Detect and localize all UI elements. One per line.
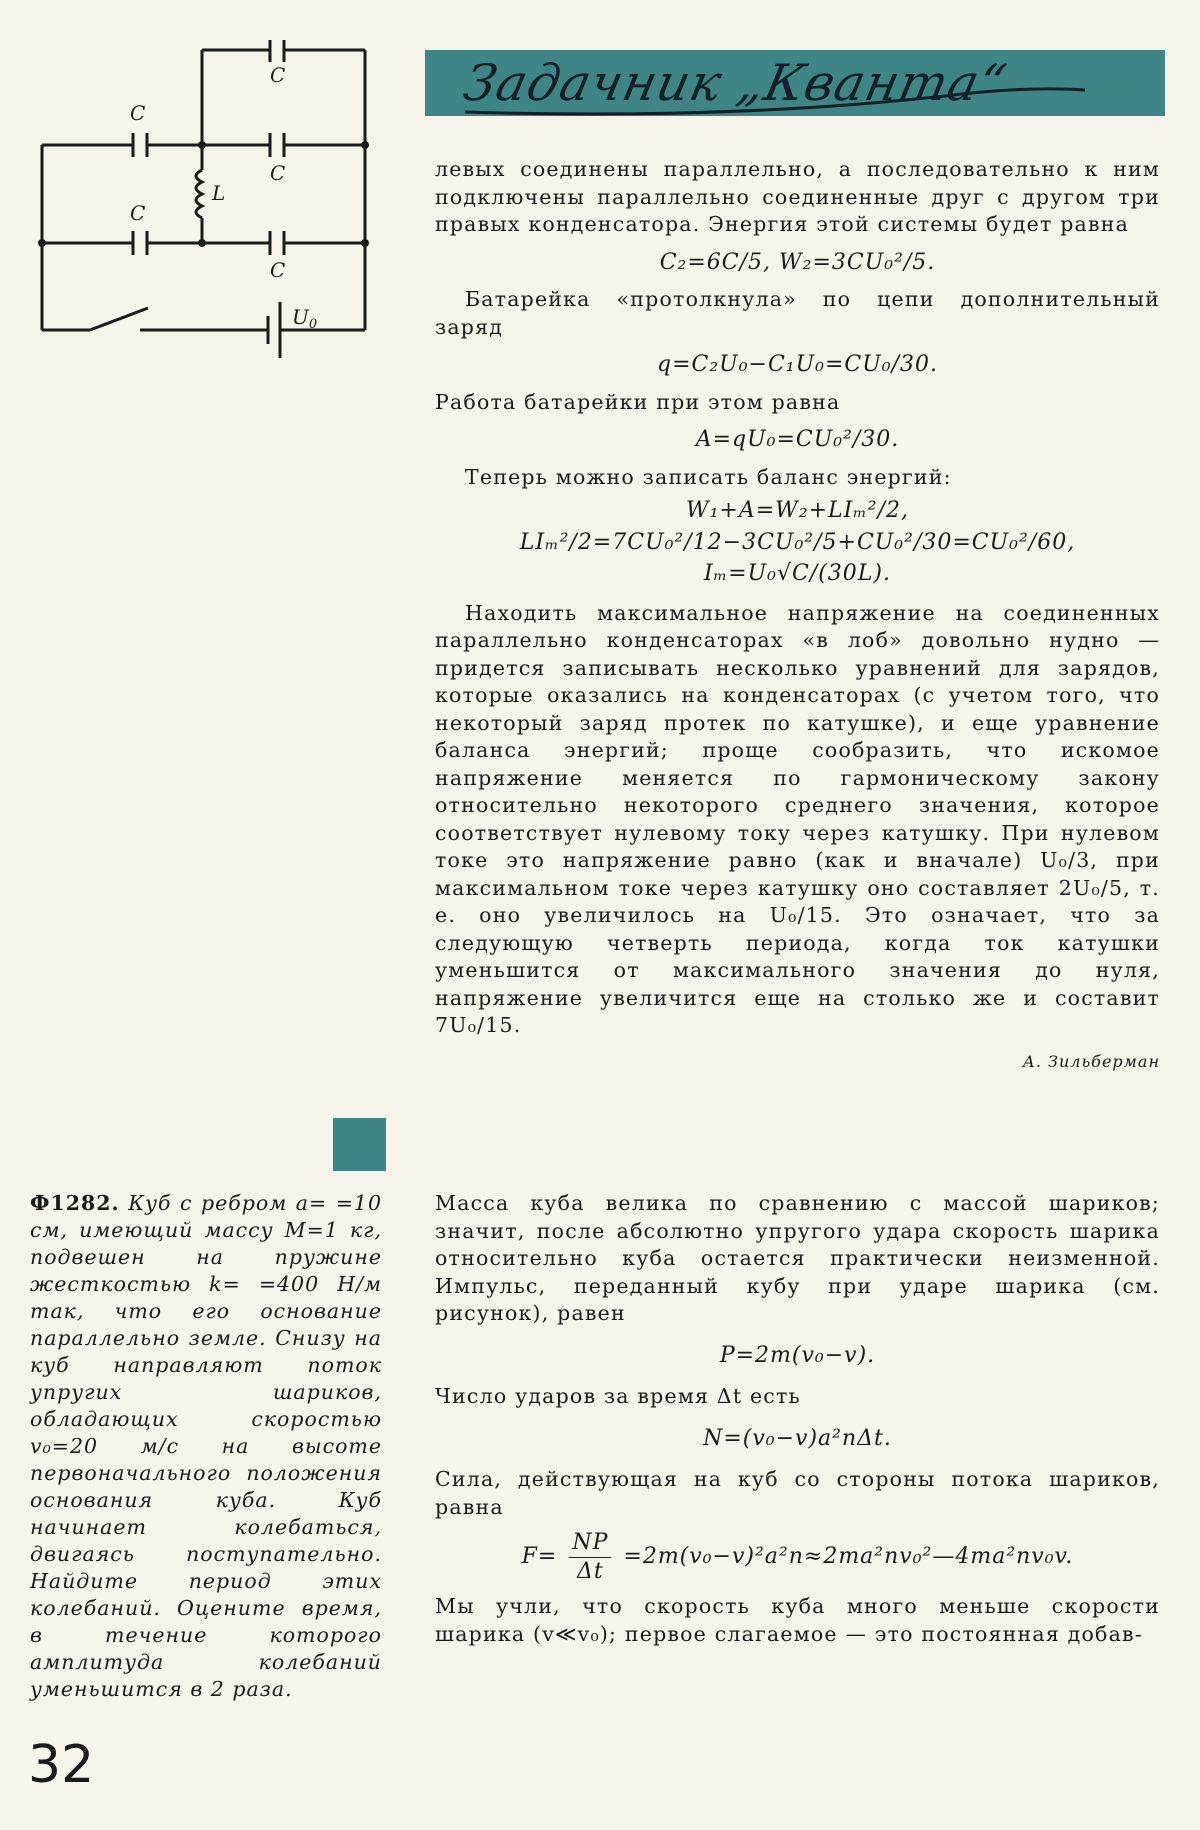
paragraph: Работа батарейки при этом равна bbox=[435, 389, 841, 414]
paragraph: Батарейка «протолкнула» по цепи дополнительный заряд bbox=[435, 287, 1160, 339]
label-u0: $U_0$ bbox=[292, 305, 318, 332]
label-c-left-bottom: C bbox=[130, 201, 146, 225]
label-c-mid: C bbox=[270, 161, 286, 185]
page-number: 32 bbox=[28, 1735, 95, 1795]
banner-title: Задачник „Кванта“ bbox=[458, 54, 1012, 112]
node bbox=[198, 141, 206, 149]
fraction-denominator: Δt bbox=[576, 1558, 604, 1584]
problem-statement bbox=[30, 1190, 382, 1703]
fraction bbox=[569, 1529, 611, 1585]
equation: LIₘ²/2=7CU₀²/12−3CU₀²/5+CU₀²/30=CU₀²/60, bbox=[519, 529, 1076, 555]
paragraph: Находить максимальное напряжение на соединенных параллельно конденсаторах «в лоб» довольно нудно — придется записывать несколько уравнений для зарядов, которые оказались на конденсаторах (с учетом того, что некоторый заряд протек по катушке), и еще уравнение баланса энергий; проще сообразить, что искомое напряжение меняется по гармоническому закону относительно некоторого среднего значения, которое соответствует нулевому току через катушку. При нулевом токе это напряжение равно (как и вначале) U₀/3, при максимальном токе через катушку оно составляет 2U₀/5, т. е. оно увеличилось на U₀/15. Это означает, что за следующую четверть периода, когда ток катушки уменьшится от максимального значения до нуля, напряжение увеличится еще на столько же и составит 7U₀/15. bbox=[435, 600, 1160, 1037]
equation: W₁+A=W₂+LIₘ²/2, bbox=[685, 498, 910, 523]
equation: C₂=6C/5, W₂=3CU₀²/5. bbox=[659, 249, 936, 275]
paragraph: Масса куба велика по сравнению с массой шариков; значит, после абсолютно упругого удара скорость шарика относительно куба остается практически неизменной. Импульс, переданный кубу при ударе шарика (см. рисунок), равен bbox=[435, 1191, 1160, 1325]
equation-force bbox=[435, 1529, 1160, 1585]
problem-number: Ф1282. bbox=[30, 1191, 120, 1215]
paragraph: Теперь можно записать баланс энергий: bbox=[465, 464, 952, 489]
paragraph: левых соединены параллельно, а последовательно к ним подключены параллельно соединенные друг с другом три правых конденсатора. Энергия этой системы будет равна bbox=[435, 157, 1160, 236]
switch bbox=[90, 308, 148, 330]
equation: Iₘ=U₀√C/(30L). bbox=[703, 561, 891, 586]
author-signature: А. Зильберман bbox=[1022, 1051, 1160, 1071]
equation: q=C₂U₀−C₁U₀=CU₀/30. bbox=[656, 352, 938, 377]
section-banner bbox=[425, 50, 1165, 116]
solution2-column bbox=[435, 1190, 1160, 1648]
node bbox=[198, 239, 206, 247]
eq-lhs: F= bbox=[521, 1544, 558, 1569]
equation: A=qU₀=CU₀²/30. bbox=[695, 427, 900, 452]
node bbox=[361, 141, 369, 149]
paragraph: Мы учли, что скорость куба много меньше скорости шарика (v≪v₀); первое слагаемое — это постоянная добав- bbox=[435, 1594, 1160, 1646]
paragraph: Число ударов за время Δt есть bbox=[435, 1384, 801, 1408]
label-c-top: C bbox=[270, 63, 286, 87]
label-c-bottom: C bbox=[270, 258, 286, 282]
fraction-numerator: NP bbox=[569, 1529, 611, 1558]
equation: N=(v₀−v)a²nΔt. bbox=[703, 1425, 892, 1451]
node bbox=[38, 239, 46, 247]
problem-text: Куб с ребром a= =10 см, имеющий массу M=1 кг, подвешен на пружине жесткостью k= =400 Н/м так, что его основание параллельно земле. Снизу на куб направляют поток упругих шариков, обладающих скоростью v₀=20 м/с на высоте первоначального положения основания куба. Куб начинает колебаться, двигаясь поступательно. Найдите период этих колебаний. Оцените время, в течение которого амплитуда колебаний уменьшится в 2 раза. bbox=[30, 1191, 382, 1701]
circuit-diagram bbox=[30, 40, 380, 370]
label-c-left-top: C bbox=[130, 101, 146, 125]
decorative-square bbox=[333, 1118, 386, 1171]
equation: P=2m(v₀−v). bbox=[719, 1342, 876, 1368]
solution-column bbox=[435, 156, 1160, 1075]
paragraph: Сила, действующая на куб со стороны потока шариков, равна bbox=[435, 1467, 1160, 1519]
label-l: L bbox=[212, 181, 226, 205]
eq-rhs: =2m(v₀−v)²a²n≈2ma²nv₀²—4ma²nv₀v. bbox=[623, 1544, 1074, 1569]
inductor-coil bbox=[196, 170, 202, 218]
node bbox=[361, 239, 369, 247]
